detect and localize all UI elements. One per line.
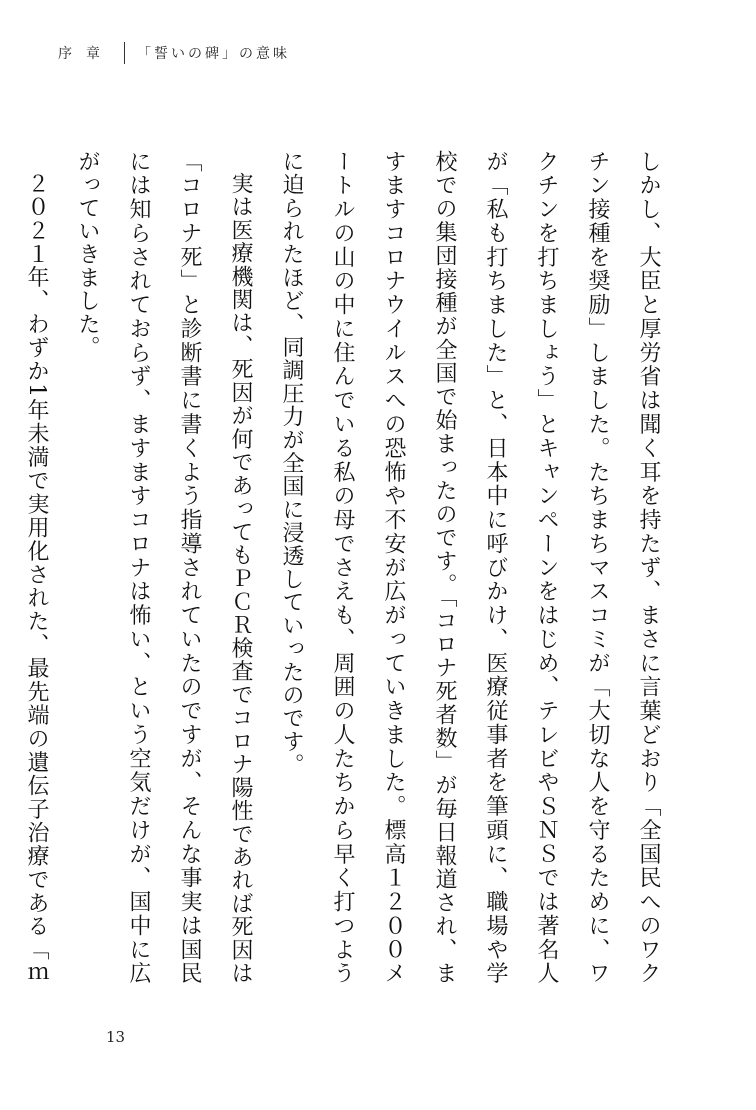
paragraph-1: しかし、大臣と厚労省は聞く耳を持たず、まさに言葉どおり「全国民へのワクチン接種を奨励」しました。たちまちマスコミが「大切な人を守るために、ワクチンを打ちましょう」とキャンペーンをはじめ、テレビやＳＮＳでは著名人が「私も打ちました」と、日本中に呼びかけ、医療従事者を筆頭に、職場や学校での集団接種が全国で始まったのです。「コロナ死者数」が毎日報道され、ますますコロナウイルスへの恐怖や不安が広がっていきました。標高１２００メートルの山の中に住んでいる私の母でさえも、周囲の人たちから早く打つように迫られたほど、同調圧力が全国に浸透していったのです。 <box>279 150 661 985</box>
chapter-label: 序章 <box>58 46 114 62</box>
page-number: 13 <box>106 1028 126 1046</box>
header-divider <box>124 42 125 64</box>
paragraph-2: 実は医療機関は、死因が何であってもＰＣＲ検査でコロナ陽性であれば死因は「コロナ死」と診断書に書くよう指導されていたのですが、そんな事実は国民には知らされておらず、ますますコロナは怖い、という空気だけが、国中に広がっていきました。 <box>75 150 253 985</box>
running-header <box>58 42 290 64</box>
body-text <box>24 150 674 985</box>
paragraph-3: ２０２１年、わずか1年未満で実用化された、最先端の遺伝子治療である「ｍ <box>24 172 49 985</box>
chapter-title: 「誓いの碑」の意味 <box>137 46 290 62</box>
